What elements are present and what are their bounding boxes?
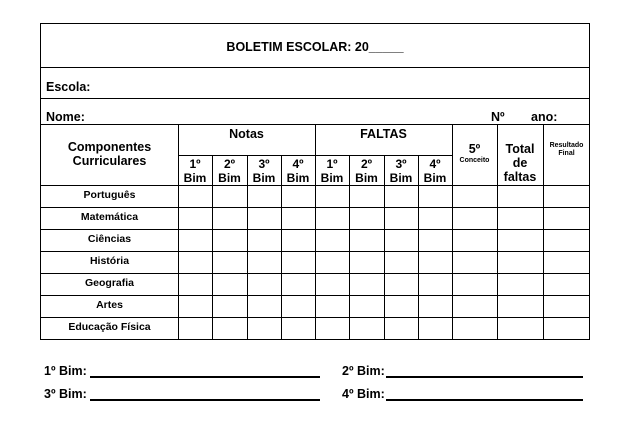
grade-cell[interactable] — [419, 274, 452, 295]
grade-cell[interactable] — [179, 274, 212, 295]
grade-cell[interactable] — [248, 296, 281, 317]
grade-cell[interactable] — [385, 274, 418, 295]
subject-label: Artes — [96, 299, 123, 311]
grade-cell[interactable] — [498, 274, 543, 295]
signature-label-4: 4º Bim: — [342, 387, 385, 401]
grade-cell[interactable] — [453, 252, 497, 273]
grade-cell[interactable] — [385, 208, 418, 229]
grade-cell[interactable] — [316, 208, 349, 229]
faltas-bim-3: 3º Bim — [389, 157, 413, 185]
notas-bim-4: 4º Bim — [286, 157, 310, 185]
grade-cell[interactable] — [544, 252, 590, 273]
notas-bim-2: 2º Bim — [218, 157, 241, 185]
grade-cell[interactable] — [350, 274, 384, 295]
components-header: Componentes Curriculares — [67, 140, 152, 168]
grade-cell[interactable] — [282, 230, 315, 251]
grade-cell[interactable] — [385, 252, 418, 273]
grade-cell[interactable] — [498, 208, 543, 229]
grade-cell[interactable] — [282, 274, 315, 295]
grade-cell[interactable] — [213, 208, 247, 229]
subject-label: Educação Física — [68, 321, 151, 333]
signature-line-2[interactable] — [386, 376, 583, 378]
page-title: BOLETIM ESCOLAR: 20_____ — [226, 40, 404, 54]
grade-cell[interactable] — [248, 318, 281, 339]
rule-school — [41, 98, 590, 99]
name-label: Nome: — [46, 110, 85, 124]
grade-cell[interactable] — [213, 252, 247, 273]
signature-label-1: 1º Bim: — [44, 364, 87, 378]
grade-cell[interactable] — [419, 186, 452, 207]
grade-cell[interactable] — [282, 186, 315, 207]
subject-label: Matemática — [80, 211, 139, 223]
notas-bim-1: 1º Bim — [183, 157, 207, 185]
grade-cell[interactable] — [213, 274, 247, 295]
grade-cell[interactable] — [179, 186, 212, 207]
grade-cell[interactable] — [419, 230, 452, 251]
signature-label-2: 2º Bim: — [342, 364, 385, 378]
grade-cell[interactable] — [350, 252, 384, 273]
grade-cell[interactable] — [316, 230, 349, 251]
grade-cell[interactable] — [498, 252, 543, 273]
grade-cell[interactable] — [316, 274, 349, 295]
grade-cell[interactable] — [179, 252, 212, 273]
quinto-label: Conceito — [459, 157, 490, 164]
grade-cell[interactable] — [316, 296, 349, 317]
signature-line-3[interactable] — [90, 399, 320, 401]
grade-cell[interactable] — [282, 296, 315, 317]
grade-cell[interactable] — [419, 252, 452, 273]
quinto-number: 5º — [468, 142, 481, 156]
grade-cell[interactable] — [419, 296, 452, 317]
faltas-bim-1: 1º Bim — [320, 157, 344, 185]
grade-cell[interactable] — [453, 208, 497, 229]
grade-cell[interactable] — [213, 186, 247, 207]
number-label: Nº — [491, 110, 505, 124]
grade-cell[interactable] — [248, 208, 281, 229]
grade-cell[interactable] — [498, 230, 543, 251]
grade-cell[interactable] — [419, 208, 452, 229]
grade-cell[interactable] — [179, 296, 212, 317]
grade-cell[interactable] — [282, 252, 315, 273]
grade-cell[interactable] — [350, 230, 384, 251]
notas-bim-3: 3º Bim — [252, 157, 276, 185]
grade-cell[interactable] — [453, 296, 497, 317]
signature-line-1[interactable] — [90, 376, 320, 378]
grade-cell[interactable] — [385, 230, 418, 251]
faltas-header: FALTAS — [360, 127, 407, 141]
notas-header: Notas — [229, 127, 264, 141]
rule-title — [41, 67, 590, 68]
grade-cell[interactable] — [282, 318, 315, 339]
grade-cell[interactable] — [179, 318, 212, 339]
subject-label: História — [89, 255, 130, 267]
year-label: ano: — [531, 110, 558, 124]
grade-cell[interactable] — [498, 296, 543, 317]
grade-cell[interactable] — [385, 296, 418, 317]
grade-cell[interactable] — [350, 208, 384, 229]
grade-cell[interactable] — [213, 230, 247, 251]
subject-label: Geografia — [84, 277, 134, 289]
grade-cell[interactable] — [248, 274, 281, 295]
faltas-bim-4: 4º Bim — [423, 157, 447, 185]
grade-cell[interactable] — [385, 186, 418, 207]
grade-cell[interactable] — [453, 274, 497, 295]
report-card — [40, 23, 590, 340]
subheader-rule — [178, 155, 452, 156]
grade-cell[interactable] — [544, 230, 590, 251]
grade-cell[interactable] — [213, 318, 247, 339]
grade-cell[interactable] — [248, 186, 281, 207]
grade-cell[interactable] — [248, 230, 281, 251]
grade-cell[interactable] — [316, 252, 349, 273]
subject-label: Ciências — [87, 233, 132, 245]
grade-cell[interactable] — [350, 318, 384, 339]
grade-cell[interactable] — [282, 208, 315, 229]
signature-line-4[interactable] — [386, 399, 583, 401]
result-header: Resultado Final — [549, 142, 584, 157]
faltas-bim-2: 2º Bim — [355, 157, 378, 185]
grade-cell[interactable] — [453, 186, 497, 207]
grade-cell[interactable] — [498, 186, 543, 207]
school-label: Escola: — [46, 80, 91, 94]
grade-cell[interactable] — [350, 296, 384, 317]
subject-label: Português — [83, 189, 136, 201]
grade-cell[interactable] — [385, 318, 418, 339]
grade-cell[interactable] — [350, 186, 384, 207]
grade-cell[interactable] — [453, 318, 497, 339]
grade-cell[interactable] — [248, 252, 281, 273]
grade-cell[interactable] — [544, 186, 590, 207]
grade-cell[interactable] — [544, 274, 590, 295]
grade-cell[interactable] — [179, 208, 212, 229]
grade-cell[interactable] — [179, 230, 212, 251]
grade-cell[interactable] — [316, 318, 349, 339]
grade-cell[interactable] — [544, 208, 590, 229]
grade-cell[interactable] — [453, 230, 497, 251]
grade-cell[interactable] — [544, 296, 590, 317]
grade-cell[interactable] — [213, 296, 247, 317]
grade-cell[interactable] — [419, 318, 452, 339]
signature-label-3: 3º Bim: — [44, 387, 87, 401]
grade-cell[interactable] — [316, 186, 349, 207]
total-header: Total de faltas — [503, 142, 537, 184]
grade-cell[interactable] — [498, 318, 543, 339]
grade-cell[interactable] — [544, 318, 590, 339]
